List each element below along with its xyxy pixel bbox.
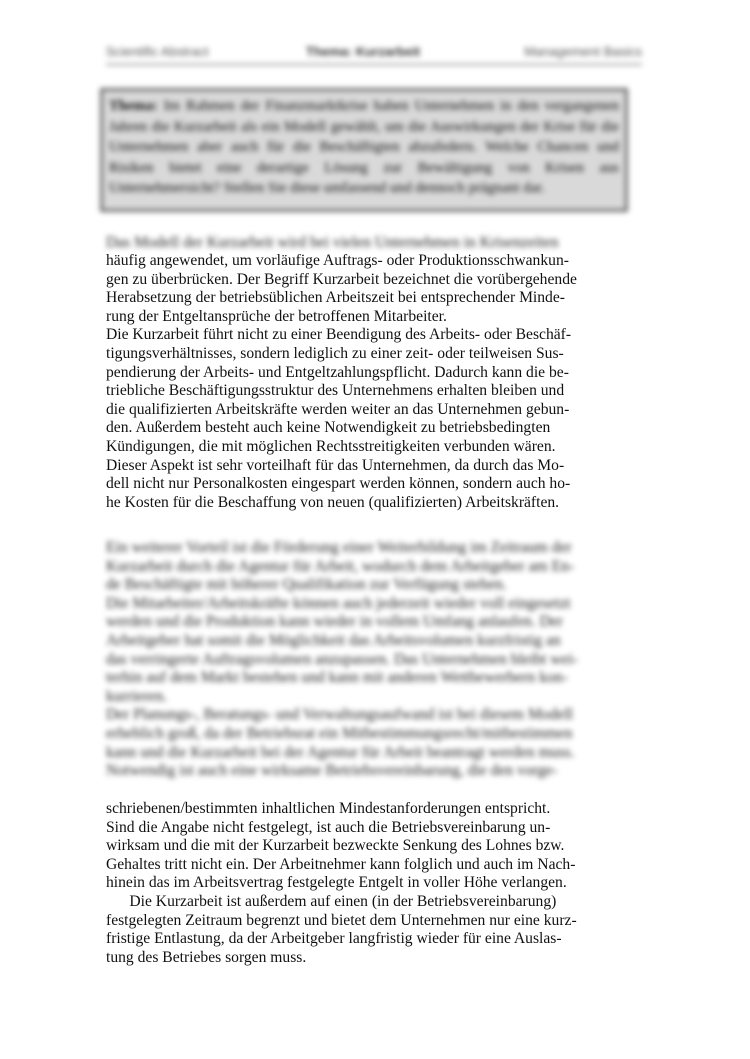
- header-left-text: Scientific Abstract: [106, 44, 209, 59]
- text-line: gen zu überbrücken. Der Begriff Kurzarbeit bezeichnet die vorübergehende: [106, 270, 577, 288]
- topic-box: [100, 88, 628, 212]
- text-line: Gehaltes tritt nicht ein. Der Arbeitnehmer kann folglich und auch im Nach-: [106, 855, 576, 873]
- text-line: pendierung der Arbeits- und Entgeltzahlungspflicht. Dadurch kann die be-: [106, 363, 569, 381]
- text-line: Das Modell der Kurzarbeit wird bei vielen Unternehmen in Krisenzeiten: [106, 234, 559, 251]
- page-header: [106, 40, 642, 65]
- text-line: Sind die Angabe nicht festgelegt, ist auch die Betriebsvereinbarung un-: [106, 818, 551, 836]
- text-line: die qualifizierten Arbeitskräfte werden weiter an das Unternehmen gebun-: [106, 400, 570, 418]
- topic-label: Thema:: [109, 98, 158, 114]
- text-line: wirksam und die mit der Kurzarbeit bezweckte Senkung des Lohnes bzw.: [106, 837, 565, 855]
- text-line: erheblich groß, da der Betriebsrat ein Mitbestimmungsrecht/mitbestimmen: [106, 724, 573, 742]
- text-line: festgelegten Zeitraum begrenzt und bietet dem Unternehmen nur eine kurz-: [106, 911, 577, 929]
- header-right-text: Management Basics: [524, 44, 642, 59]
- text-line: Ein weiterer Vorteil ist die Förderung einer Weiterbildung im Zeitraum der: [106, 539, 572, 556]
- text-line: Die Mitarbeiter/Arbeitskräfte können auch jederzeit wieder voll eingesetzt: [106, 594, 571, 612]
- paragraph-blurred-middle: [106, 539, 638, 781]
- text-line: de Beschäftigte mit höherer Qualifikation zur Verfügung stehen.: [106, 576, 507, 594]
- text-line: Dieser Aspekt ist sehr vorteilhaft für das Unternehmen, da durch das Mo-: [106, 456, 565, 474]
- text-line: terhin auf dem Markt bestehen und kann mit anderen Wettbewerbern kon-: [106, 669, 568, 687]
- text-line: kann und die Kurzarbeit bei der Agentur für Arbeit beantragt werden muss.: [106, 743, 575, 761]
- paragraph-clear-2: [106, 800, 638, 967]
- paragraph-blurred-top: [106, 234, 638, 253]
- text-line: werden und die Produktion kann wieder in vollem Umfang anlaufen. Der: [106, 613, 563, 631]
- text-line: kurrieren.: [106, 687, 168, 705]
- text-line: Herabsetzung der betriebsüblichen Arbeitszeit bei entsprechender Minde-: [106, 289, 565, 307]
- header-center-text: Thema: Kurzarbeit: [306, 44, 421, 59]
- text-line: dell nicht nur Personalkosten eingespart werden können, sondern auch ho-: [106, 475, 571, 493]
- text-line: tigungsverhältnisses, sondern lediglich zu einer zeit- oder teilweisen Sus-: [106, 344, 564, 362]
- text-line: häufig angewendet, um vorläufige Auftrags- oder Produktionsschwankun-: [106, 252, 569, 269]
- text-line: tung des Betriebes sorgen muss.: [106, 948, 307, 966]
- text-line: triebliche Beschäftigungsstruktur des Unternehmens erhalten bleiben und: [106, 382, 565, 400]
- text-line: Arbeitgeber hat somit die Möglichkeit das Arbeitsvolumen kurzfristig an: [106, 631, 561, 649]
- text-line: das verringerte Auftragsvolumen anzupassen. Das Unternehmen bleibt wei-: [106, 650, 578, 668]
- text-line: schriebenen/bestimmten inhaltlichen Mindestanforderungen entspricht.: [106, 800, 551, 817]
- topic-text: Im Rahmen der Finanzmarktkrise haben Unternehmen in den vergangenen Jahren die Kurzarbeit als ein Modell gewählt, um die Auswirkungen der Krise für die Unternehmen aber auch für die Beschäftigten abzufedern. Welche Chancen und Risiken bietet eine derartige Lösung zur Bewältigung von Krisen aus Unternehmersicht? Stellen Sie diese umfassend und dennoch prägnant dar.: [109, 98, 619, 196]
- text-line: Der Planungs-, Beratungs- und Verwaltungsaufwand ist bei diesem Modell: [106, 706, 574, 724]
- text-line: Kündigungen, die mit möglichen Rechtsstreitigkeiten verbunden wären.: [106, 437, 556, 455]
- text-line: den. Außerdem besteht auch keine Notwendigkeit zu betriebsbedingten: [106, 419, 551, 437]
- text-line: Notwendig ist auch eine wirksame Betriebsvereinbarung, die den vorge-: [106, 762, 558, 780]
- text-line: fristige Entlastung, da der Arbeitgeber langfristig wieder für eine Auslas-: [106, 930, 562, 948]
- text-line: he Kosten für die Beschaffung von neuen (qualifizierten) Arbeitskräften.: [106, 493, 560, 511]
- text-line: hinein das im Arbeitsvertrag festgelegte Entgelt in voller Höhe verlangen.: [106, 874, 567, 892]
- text-line: rung der Entgeltansprüche der betroffenen Mitarbeiter.: [106, 307, 447, 325]
- text-line: Kurzarbeit durch die Agentur für Arbeit, wodurch dem Arbeitgeber am En-: [106, 557, 575, 575]
- text-line: Die Kurzarbeit führt nicht zu einer Beendigung des Arbeits- oder Beschäf-: [106, 326, 572, 344]
- text-line: Die Kurzarbeit ist außerdem auf einen (in der Betriebsvereinbarung): [106, 892, 557, 910]
- paragraph-clear-1: [106, 252, 638, 512]
